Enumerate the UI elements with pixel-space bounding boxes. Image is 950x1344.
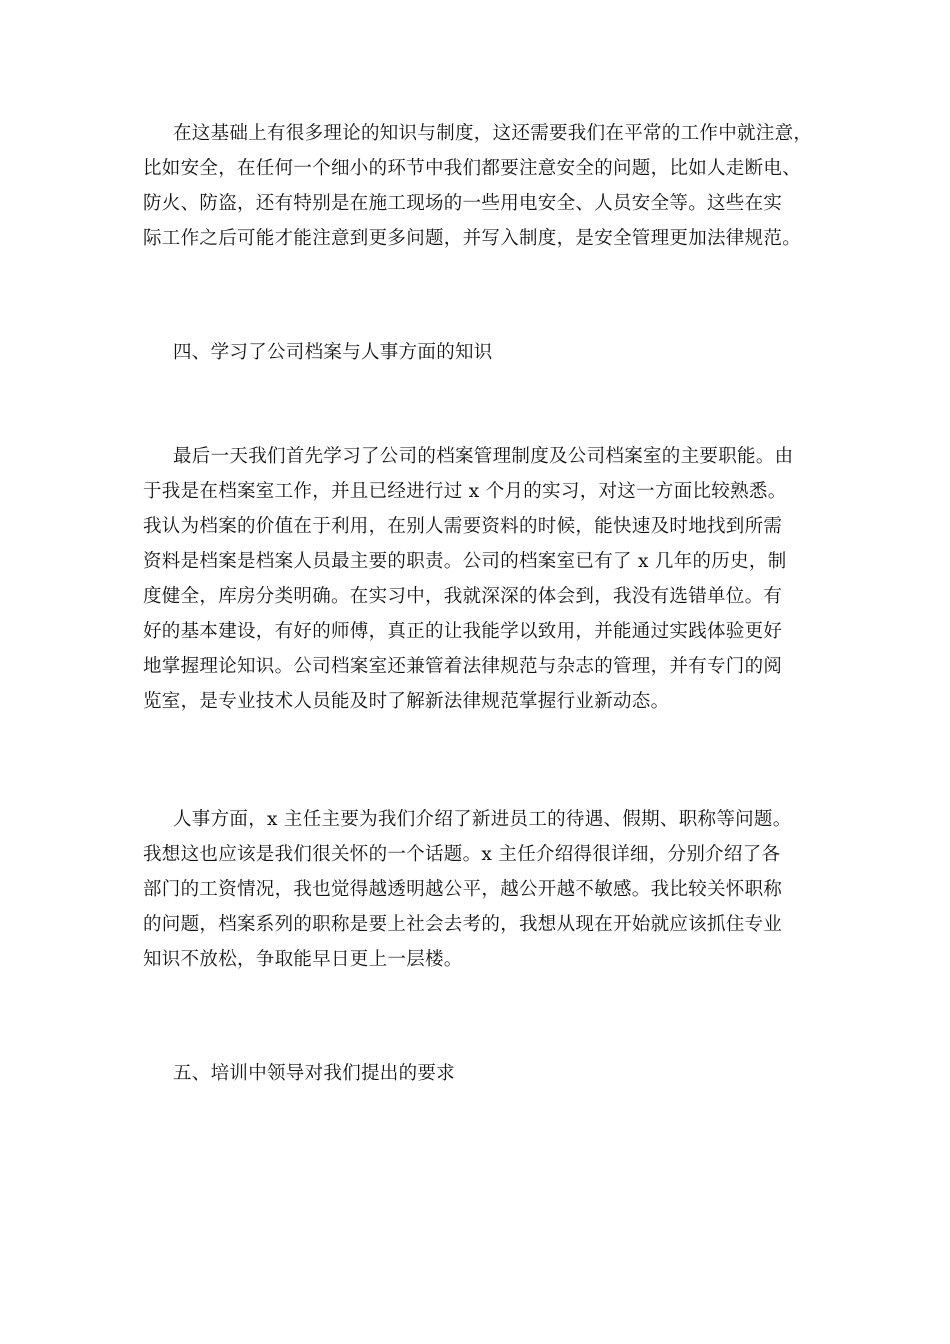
paragraph-line: 地掌握理论知识。公司档案室还兼管着法律规范与杂志的管理，并有专门的阅 xyxy=(143,656,783,677)
section-heading-4: 四、学习了公司档案与人事方面的知识 xyxy=(173,342,493,363)
paragraph-line: 人事方面，x 主任主要为我们介绍了新进员工的待遇、假期、职称等问题。 xyxy=(173,809,792,830)
paragraph-line: 我认为档案的价值在于利用，在别人需要资料的时候，能快速及时地找到所需 xyxy=(143,516,783,537)
paragraph-line: 在这基础上有很多理论的知识与制度，这还需要我们在平常的工作中就注意， xyxy=(173,123,813,144)
paragraph-line: 我想这也应该是我们很关怀的一个话题。x 主任介绍得很详细，分别介绍了各 xyxy=(143,844,781,865)
paragraph-line: 度健全，库房分类明确。在实习中，我就深深的体会到，我没有选错单位。有 xyxy=(143,586,783,607)
paragraph-line: 知识不放松，争取能早日更上一层楼。 xyxy=(143,949,463,970)
paragraph-safety xyxy=(143,116,811,256)
paragraph-archives xyxy=(143,439,811,719)
paragraph-line: 最后一天我们首先学习了公司的档案管理制度及公司档案室的主要职能。由 xyxy=(173,446,794,467)
paragraph-line: 览室，是专业技术人员能及时了解新法律规范掌握行业新动态。 xyxy=(143,691,670,712)
paragraph-personnel xyxy=(143,802,811,977)
paragraph-line: 比如安全，在任何一个细小的环节中我们都要注意安全的问题，比如人走断电、 xyxy=(143,158,802,179)
paragraph-line: 的问题，档案系列的职称是要上社会去考的，我想从现在开始就应该抓住专业 xyxy=(143,914,783,935)
section-heading-5: 五、培训中领导对我们提出的要求 xyxy=(173,1063,456,1084)
paragraph-line: 于我是在档案室工作，并且已经进行过 x 个月的实习，对这一方面比较熟悉。 xyxy=(143,481,787,502)
paragraph-line: 际工作之后可能才能注意到更多问题，并写入制度，是安全管理更加法律规范。 xyxy=(143,228,802,249)
paragraph-line: 好的基本建设，有好的师傅，真正的让我能学以致用，并能通过实践体验更好 xyxy=(143,621,783,642)
paragraph-line: 资料是档案是档案人员最主要的职责。公司的档案室已有了 x 几年的历史，制 xyxy=(143,551,787,572)
paragraph-line: 部门的工资情况，我也觉得越透明越公平，越公开越不敏感。我比较关怀职称 xyxy=(143,879,783,900)
paragraph-line: 防火、防盗，还有特别是在施工现场的一些用电安全、人员安全等。这些在实 xyxy=(143,193,783,214)
